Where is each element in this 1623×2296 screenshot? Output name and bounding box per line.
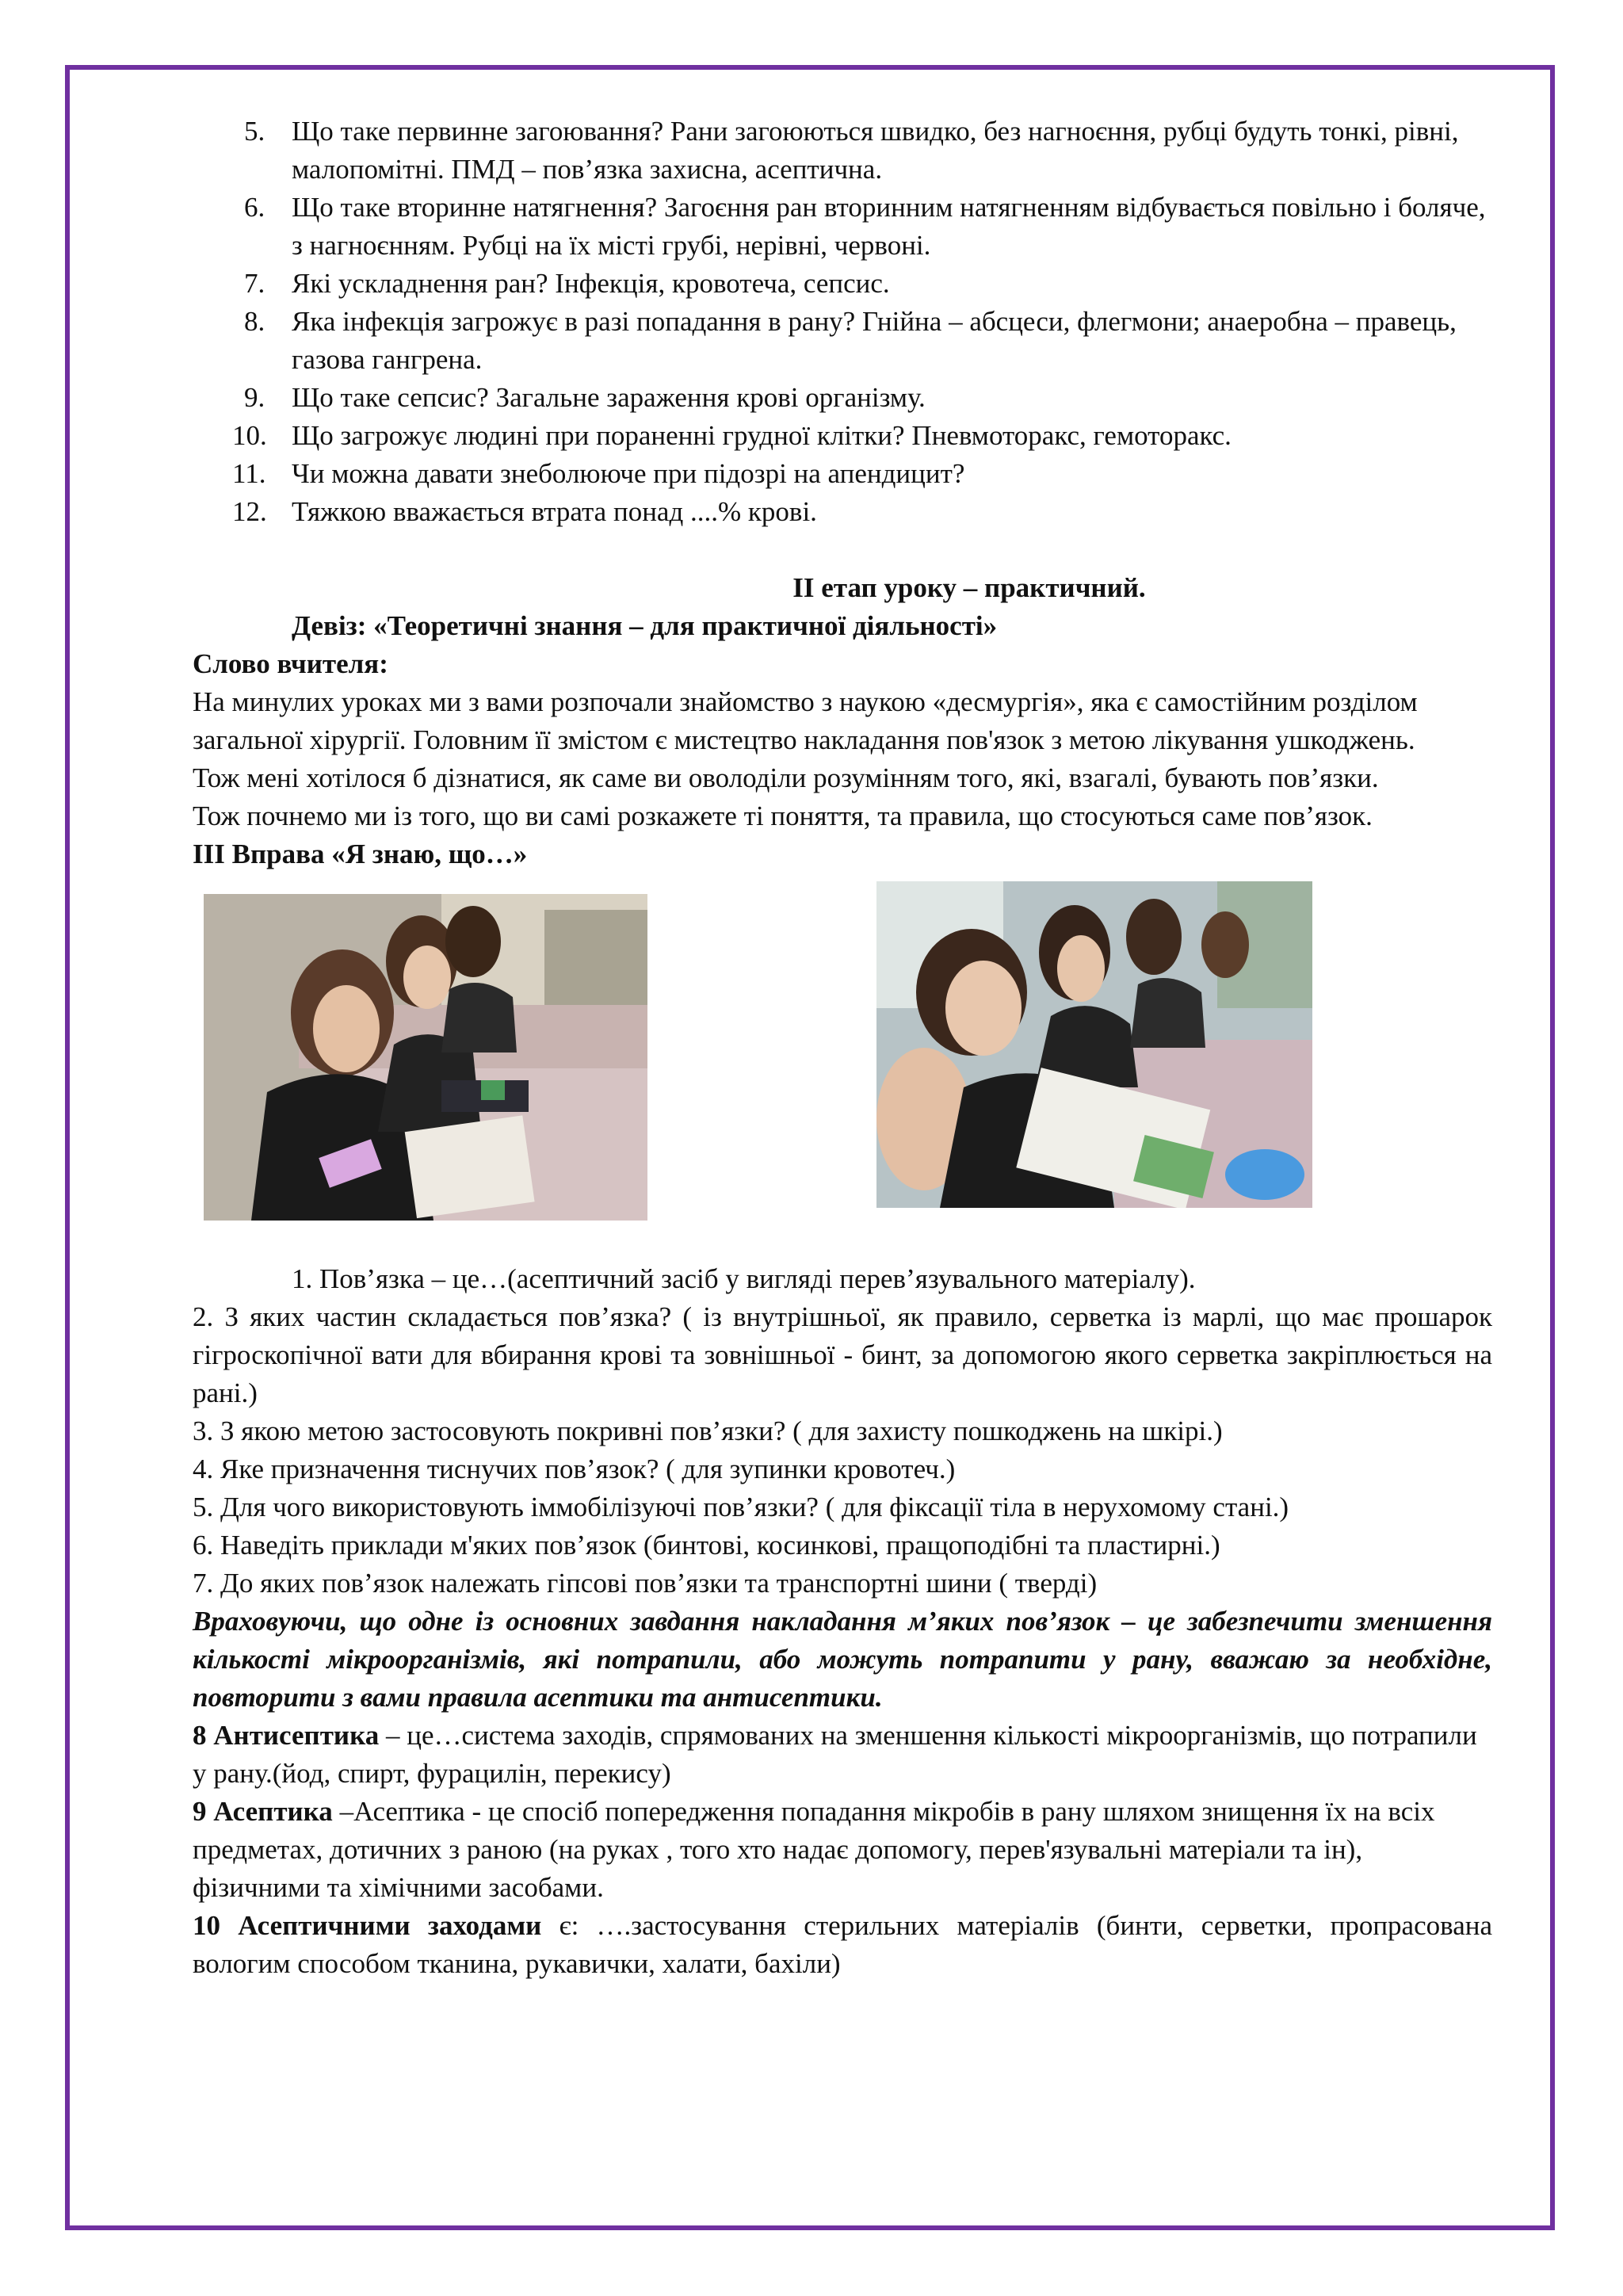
item-number: 9. [244, 382, 265, 413]
item-number: 6. [244, 192, 265, 223]
answer-7: 7. До яких пов’язок належать гіпсові пов’язки та транспортні шини ( тверді) [193, 1568, 1098, 1599]
item-number: 11. [232, 458, 266, 489]
item-text: Яка інфекція загрожує в разі попадання в рану? Гнійна – абсцеси, флегмони; анаеробна – правець, газова гангрена. [292, 306, 1457, 375]
item-text: Тяжкою вважається втрата понад ....% крові. [292, 496, 817, 527]
stage-title: ІІ етап уроку – практичний. [792, 572, 1146, 603]
answer-4: 4. Яке призначення тиснучих пов’язок? ( для зупинки кровотеч.) [193, 1454, 956, 1484]
list-item [193, 379, 1492, 417]
list-item [193, 455, 1492, 493]
motto: Девіз: «Теоретичні знання – для практичної діяльності» [292, 610, 998, 641]
item-text: Що таке первинне загоювання? Рани загоюються швидко, без нагноєння, рубці будуть тонкі, рівні, малопомітні. ПМД – пов’язка захисна, асептична. [292, 116, 1459, 185]
list-item [193, 113, 1492, 189]
item-number: 8. [244, 306, 265, 337]
answer-1: 1. Пов’язка – це…(асептичний засіб у вигляді перев’язувального матеріалу). [292, 1263, 1196, 1294]
item-text: Які ускладнення ран? Інфекція, кровотеча, сепсис. [292, 268, 890, 299]
item-number: 12. [232, 496, 267, 527]
teacher-paragraph-3: Тож почнемо ми із того, що ви самі розкажете ті поняття, та правила, що стосуються саме пов’язок. [193, 800, 1373, 831]
item-number: 5. [244, 116, 265, 147]
item-text: Чи можна давати знеболююче при підозрі на апендицит? [292, 458, 965, 489]
term-label: 10 Асептичними заходами [193, 1910, 542, 1941]
answer-2: 2. З яких частин складається пов’язка? ( із внутрішньої, як правило, серветка із марлі, що має прошарок гігроскопічної вати для вбирання крові та зовнішньої - бинт, за допомогою якого серветка закріплюється на рані.) [193, 1301, 1492, 1408]
photo-row [193, 881, 1492, 1260]
term-text: – це…система заходів, спрямованих на зменшення кількості мікроорганізмів, що потрапили у рану.(йод, спирт, фурацилін, перекису) [193, 1720, 1477, 1789]
antiseptic-definition [193, 1717, 1492, 1793]
list-item [193, 189, 1492, 265]
teacher-paragraph-1: На минулих уроках ми з вами розпочали знайомство з наукою «десмургія», яка є самостійним розділом загальної хірургії. Головним її змістом є мистецтво накладання пов'язок з метою лікування ушкоджень. [193, 686, 1418, 755]
answer-6: 6. Наведіть приклади м'яких пов’язок (бинтові, косинкові, пращоподібні та пластирні.) [193, 1530, 1220, 1561]
teacher-paragraph-2: Тож мені хотілося б дізнатися, як саме ви оволоділи розумінням того, які, взагалі, бувають пов’язки. [193, 762, 1379, 793]
exercise-heading: ІІІ Вправа «Я знаю, що…» [193, 839, 528, 869]
term-text: –Асептика - це спосіб попередження попадання мікробів в рану шляхом знищення їх на всіх предметах, дотичних з раною (на руках , того хто надає допомогу, перев'язувальні матеріали та ін), фізичними та хімічними засобами. [193, 1796, 1435, 1903]
emphasis-paragraph: Враховуючи, що одне із основних завдання накладання м’яких пов’язок – це забезпечити зменшення кількості мікроорганізмів, які потрапили, або можуть потрапити у рану, вважаю за необхідне, повторити з вами правила асептики та антисептики. [193, 1606, 1492, 1713]
item-number: 7. [244, 268, 265, 299]
aseptic-measures [193, 1907, 1492, 1983]
item-text: Що таке сепсис? Загальне зараження крові організму. [292, 382, 926, 413]
answer-3: 3. З якою метою застосовують покривні пов’язки? ( для захисту пошкоджень на шкірі.) [193, 1415, 1223, 1446]
classroom-photo-left [204, 894, 647, 1221]
term-label: 8 Антисептика [193, 1720, 380, 1751]
classroom-photo-right [876, 881, 1312, 1208]
list-item [193, 417, 1492, 455]
list-item [193, 493, 1492, 531]
teacher-heading: Слово вчителя: [193, 648, 388, 679]
term-label: 9 Асептика [193, 1796, 333, 1827]
answer-5: 5. Для чого використовують іммобілізуючі пов’язки? ( для фіксації тіла в нерухомому стані.) [193, 1492, 1289, 1522]
list-item [193, 303, 1492, 379]
list-item [193, 265, 1492, 303]
aseptic-definition [193, 1793, 1492, 1907]
item-text: Що таке вторинне натягнення? Загоєння ран вторинним натягненням відбувається повільно і боляче, з нагноєнням. Рубці на їх місті грубі, нерівні, червоні. [292, 192, 1486, 261]
item-text: Що загрожує людині при пораненні грудної клітки? Пневмоторакс, гемоторакс. [292, 420, 1232, 451]
document-body [193, 113, 1492, 1983]
questions-list [193, 113, 1492, 531]
term-text: є: ….застосування стерильних матеріалів (бинти, серветки, пропрасована вологим способом тканина, рукавички, халати, бахіли) [193, 1910, 1492, 1979]
item-number: 10. [232, 420, 267, 451]
